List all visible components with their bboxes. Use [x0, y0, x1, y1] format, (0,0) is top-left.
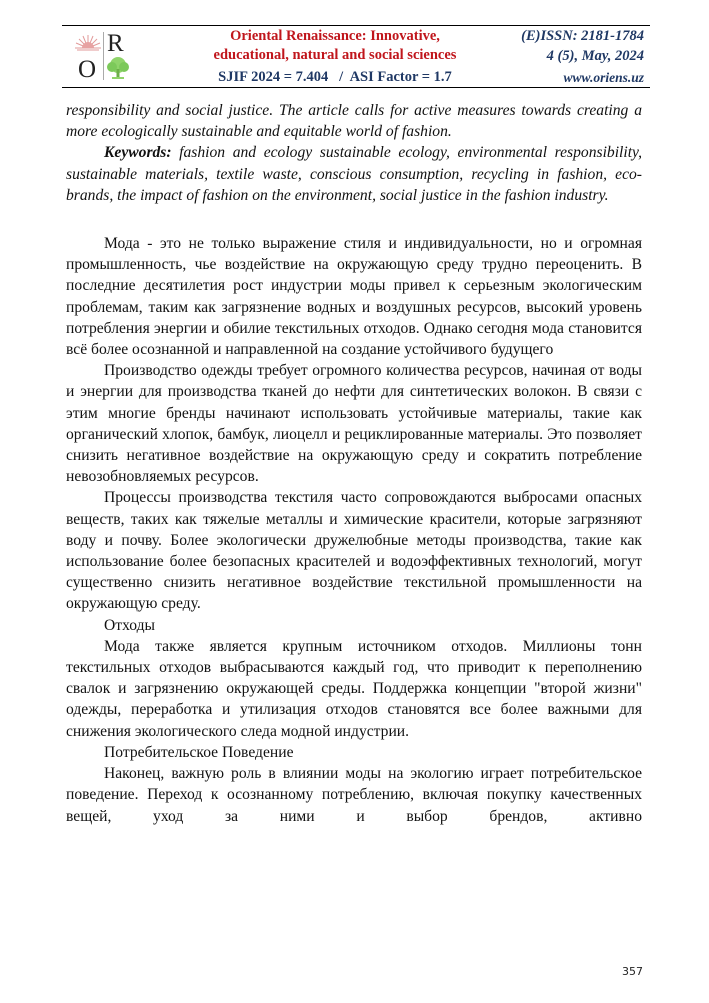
spacer	[66, 206, 642, 233]
keywords-label: Keywords:	[104, 144, 172, 162]
journal-metrics: SJIF 2024 = 7.404 / ASI Factor = 1.7	[218, 69, 452, 85]
abstract-end: responsibility and social justice. The article calls for active measures towards creating a more ecologically sustainable and equitable world of fashion.	[66, 102, 642, 141]
paragraph: Процессы производства текстиля часто сопровождаются выбросами опасных веществ, таких как тяжелые металлы и химические красители, которые загрязняют воду и почву. Более экологически дружелюбные методы производства, такие как использование более безопасных красителей и водоэффективных технологий, могут существенно снизить негативное воздействие текстильной промышленности на окружающую среду.	[66, 489, 642, 613]
issn: (E)ISSN: 2181-1784	[521, 28, 644, 44]
section-heading-waste: Отходы	[104, 616, 156, 634]
section-heading-consumer-behavior: Потребительское Поведение	[104, 743, 294, 761]
journal-header	[62, 25, 650, 88]
paragraph: Производство одежды требует огромного количества ресурсов, начиная от воды и энергии для производства тканей до нефти для синтетических волокон. В связи с этим многие бренды начинают использовать устойчивые материалы, такие как органический хлопок, бамбук, лиоцелл и рециклированные материалы. Это позволяет снизить негативное воздействие на окружающую среду и сократить потребление невозобновляемых ресурсов.	[66, 362, 642, 486]
logo-letter-r: R	[107, 30, 124, 57]
journal-title-line2: educational, natural and social sciences	[213, 47, 457, 63]
sunrise-icon	[74, 32, 102, 52]
logo-divider	[103, 32, 104, 80]
page-number: 357	[622, 965, 643, 978]
paragraph: Наконец, важную роль в влиянии моды на экологию играет потребительское поведение. Переход к осознанному потреблению, включая покупку качественных вещей, уход за ними и выбор брендов, активно	[66, 765, 642, 825]
issue-info: 4 (5), May, 2024	[546, 47, 644, 64]
journal-title-block	[204, 27, 466, 87]
paragraph: Мода - это не только выражение стиля и индивидуальности, но и огромная промышленность, чье воздействие на окружающую среду трудно переоценить. В последние десятилетия рост индустрии моды привел к серьезным экологическим проблемам, таким как загрязнение водных и воздушных ресурсов, высокий уровень потребления энергии и обилие текстильных отходов. Однако сегодня мода становится всё более осознанной и направленной на создание устойчивого будущего	[66, 235, 642, 359]
keywords	[66, 142, 642, 206]
paragraph: Мода также является крупным источником отходов. Миллионы тонн текстильных отходов выбрасываются каждый год, что приводит к переполнению свалок и загрязнению окружающей среды. Поддержка концепции "второй жизни" одежды, переработка и утилизация отходов становятся все более важными для снижения экологического следа модной индустрии.	[66, 637, 642, 740]
journal-logo	[72, 30, 134, 82]
logo-letter-o: O	[78, 56, 97, 83]
website-link[interactable]: www.oriens.uz	[563, 70, 644, 85]
tree-icon	[106, 56, 130, 80]
article-body	[66, 100, 642, 827]
issn-block	[521, 27, 644, 88]
keywords-text: fashion and ecology sustainable ecology, environmental responsibility, sustainable materials, textile waste, conscious consumption, recycling in fashion, eco-brands, the impact of fashion on the environment, social justice in the fashion industry.	[66, 144, 642, 204]
journal-title-line1: Oriental Renaissance: Innovative,	[230, 28, 440, 44]
